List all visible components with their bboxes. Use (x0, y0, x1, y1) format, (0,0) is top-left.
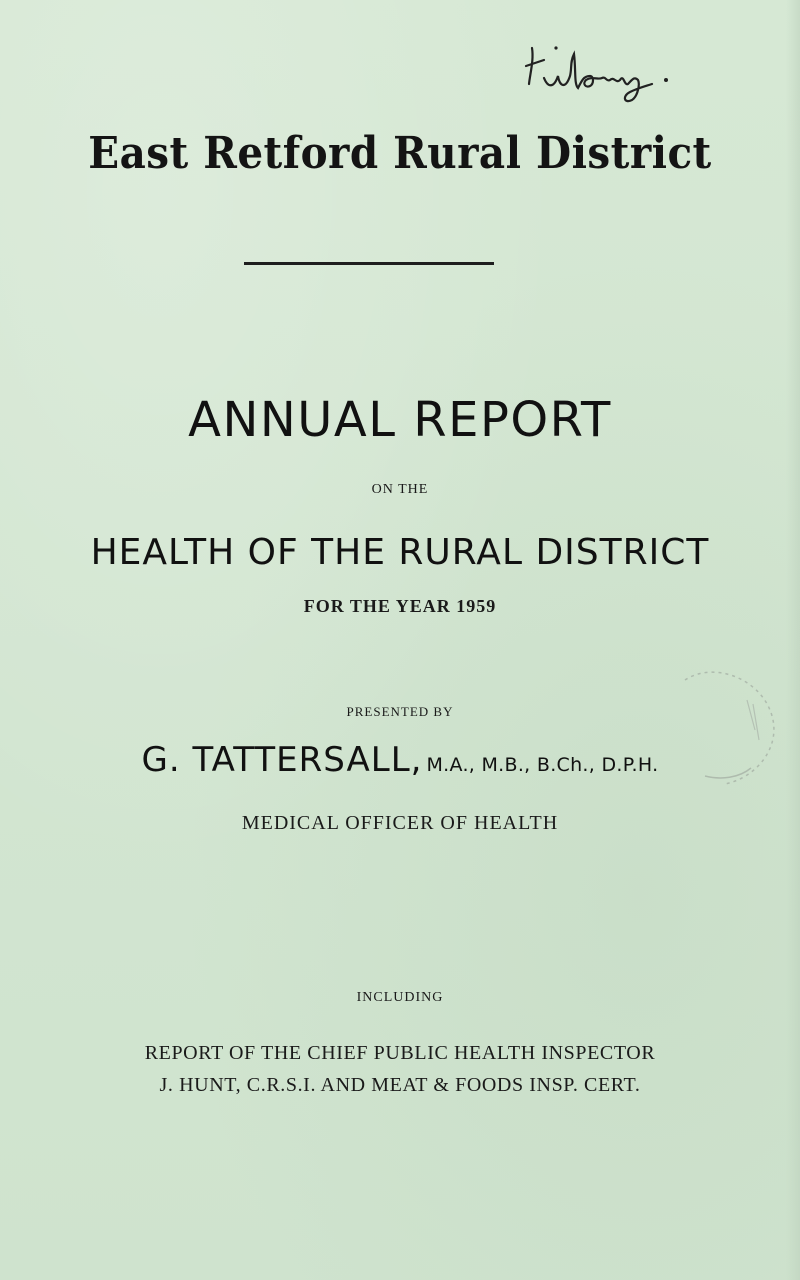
on-the-label: ON THE (371, 482, 429, 497)
inspector-report-title: REPORT OF THE CHIEF PUBLIC HEALTH INSPECTOR (144, 1042, 656, 1064)
author-role: MEDICAL OFFICER OF HEALTH (241, 812, 559, 834)
handwritten-library-signature (520, 40, 690, 110)
author-name: G. TATTERSALL, (141, 740, 423, 780)
title-divider (244, 262, 494, 265)
report-subject: HEALTH OF THE RURAL DISTRICT (90, 532, 710, 573)
author-qualifications: M.A., M.B., B.Ch., D.P.H. (426, 754, 659, 776)
report-title: ANNUAL REPORT (188, 392, 612, 448)
including-label: INCLUDING (356, 990, 444, 1005)
presented-by-label: PRESENTED BY (346, 704, 454, 719)
report-year: FOR THE YEAR 1959 (303, 596, 497, 616)
page-edge (786, 0, 800, 1280)
district-name: East Retford Rural District (88, 128, 712, 179)
author-line (0, 740, 800, 780)
inspector-name: J. HUNT, C.R.S.I. AND MEAT & FOODS INSP. CERT. (159, 1074, 641, 1096)
